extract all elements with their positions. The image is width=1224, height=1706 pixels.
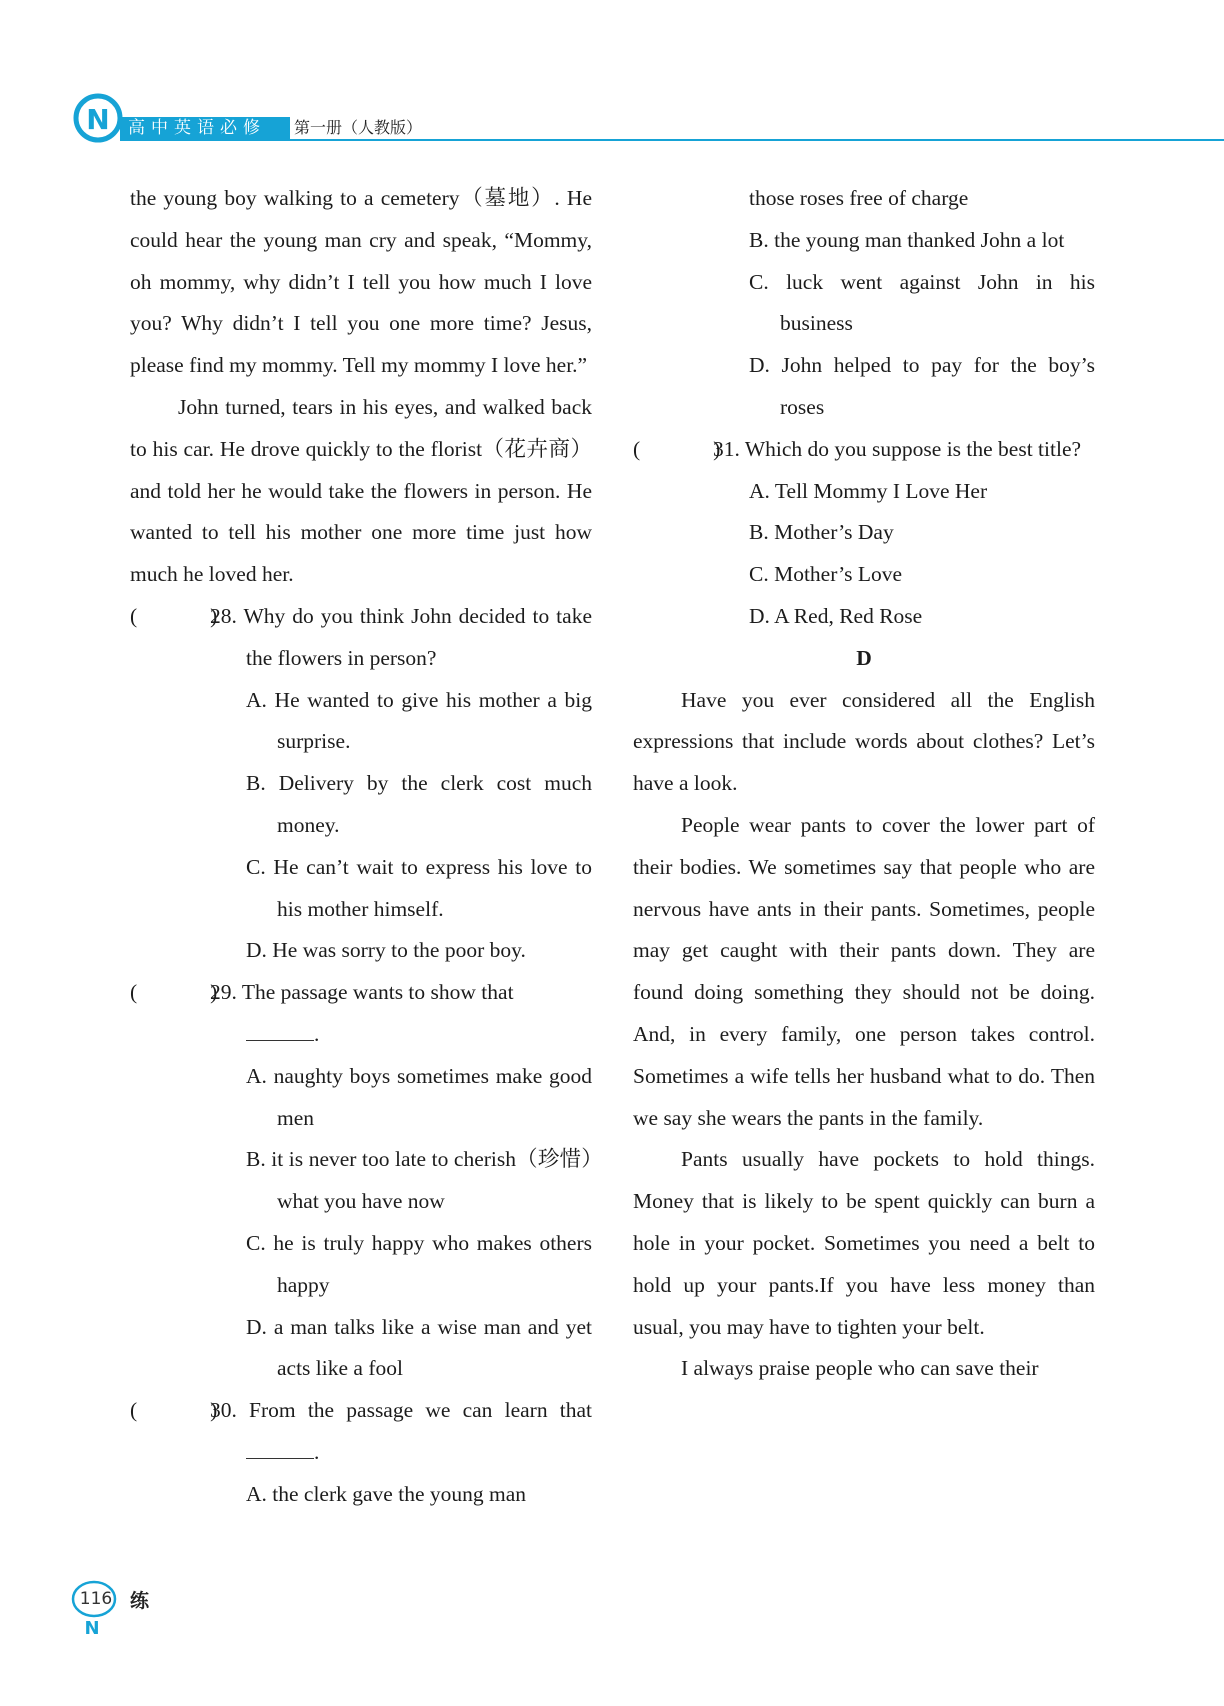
header-divider — [120, 139, 1224, 141]
answer-option-text: D. A Red, Red Rose — [749, 603, 923, 628]
answer-option — [633, 554, 1095, 596]
svg-text:N: N — [86, 103, 110, 136]
question-text: 28. Why do you think John decided to take the flowers in person? — [210, 603, 592, 670]
answer-option — [130, 847, 592, 931]
question-text: 31. Which do you suppose is the best title? — [713, 436, 1082, 461]
answer-option — [633, 471, 1095, 513]
fill-blank[interactable] — [246, 1020, 314, 1041]
answer-option — [633, 596, 1095, 638]
answer-option-text: A. Tell Mommy I Love Her — [749, 478, 988, 503]
answer-option — [130, 1307, 592, 1391]
answer-option — [130, 763, 592, 847]
answer-option — [130, 1056, 592, 1140]
svg-text:N: N — [84, 1618, 100, 1638]
answer-option — [633, 512, 1095, 554]
answer-paren[interactable]: ( ) — [130, 1398, 228, 1423]
question-item — [130, 972, 592, 1056]
page-header — [0, 0, 1224, 160]
fill-blank[interactable] — [246, 1438, 314, 1459]
answer-option-text: C. Mother’s Love — [749, 562, 903, 587]
answer-option-text: B. Delivery by the clerk cost much money. — [246, 771, 592, 837]
answer-option-text: B. Mother’s Day — [749, 520, 894, 545]
answer-option — [130, 930, 592, 972]
book-subtitle: 第一册（人教版） — [294, 118, 423, 137]
question-item — [633, 429, 1095, 471]
footer-label: 练 — [130, 1590, 150, 1612]
passage-paragraph: I always praise people who can save their — [681, 1356, 1039, 1381]
passage-paragraph: Have you ever considered all the English expressions that include words about clothes? Let’s have a look. — [633, 687, 1095, 796]
section-heading: D — [856, 645, 872, 670]
blank-punctuation: . — [314, 1439, 320, 1464]
answer-option-text: C. he is truly happy who makes others happy — [246, 1230, 592, 1297]
answer-option — [633, 262, 1095, 346]
answer-option-text: A. naughty boys sometimes make good men — [246, 1063, 592, 1130]
answer-option — [633, 220, 1095, 262]
answer-option-text: A. He wanted to give his mother a big surprise. — [246, 687, 592, 754]
page-number: 116 — [79, 1589, 113, 1609]
blank-punctuation: . — [314, 1021, 320, 1046]
answer-paren[interactable]: ( ) — [130, 980, 228, 1005]
answer-option-text: A. the clerk gave the young man — [246, 1481, 527, 1506]
passage-paragraph: the young boy walking to a cemetery（墓地）. He could hear the young man cry and speak, “Mommy, oh mommy, why didn’t I tell you how much I love you? Why didn’t I tell you one more time? Jesus, please find my mommy. Tell my mommy I love her.” — [130, 186, 592, 378]
passage-paragraph: People wear pants to cover the lower part of their bodies. We sometimes say that people who are nervous have ants in their pants. Sometimes, people may get caught with their pants down. They are found doing something they should not be doing. And, in every family, one person takes control. Sometimes a wife tells her husband what to do. Then we say she wears the pants in the family. — [633, 812, 1095, 1130]
answer-option-text: D. John helped to pay for the boy’s roses — [749, 353, 1095, 419]
option-continuation: those roses free of charge — [749, 186, 969, 210]
answer-option-text: C. He can’t wait to express his love to his mother himself. — [246, 854, 592, 921]
passage-paragraph: Pants usually have pockets to hold things. Money that is likely to be spent quickly can burn a hole in your pocket. Sometimes you need a belt to hold up your pants.If you have less money than usual, you may have to tighten your belt. — [633, 1147, 1095, 1339]
passage-paragraph: John turned, tears in his eyes, and walked back to his car. He drove quickly to the florist（花卉商）and told her he would take the flowers in person. He wanted to tell his mother one more time just how much he loved her. — [130, 394, 592, 587]
question-item — [130, 596, 592, 680]
answer-option — [633, 345, 1095, 429]
answer-option — [130, 680, 592, 764]
answer-option — [130, 1223, 592, 1307]
answer-option-text: C. luck went against John in his business — [749, 269, 1095, 336]
left-column — [130, 178, 592, 1516]
question-text: 30. From the passage we can learn that — [210, 1398, 592, 1423]
answer-option — [130, 1474, 592, 1516]
question-text: 29. The passage wants to show that — [210, 980, 514, 1005]
answer-option-text: B. it is never too late to cherish（珍惜）what you have now — [246, 1147, 592, 1214]
answer-paren[interactable]: ( ) — [633, 436, 731, 461]
answer-option — [130, 1139, 592, 1223]
answer-option-text: B. the young man thanked John a lot — [749, 227, 1065, 252]
answer-paren[interactable]: ( ) — [130, 603, 228, 628]
answer-option-text: D. He was sorry to the poor boy. — [246, 938, 526, 963]
answer-option-text: D. a man talks like a wise man and yet acts like a fool — [246, 1314, 592, 1381]
question-item — [130, 1390, 592, 1474]
book-title: 高中英语必修 — [128, 118, 266, 138]
right-column — [633, 178, 1095, 1390]
